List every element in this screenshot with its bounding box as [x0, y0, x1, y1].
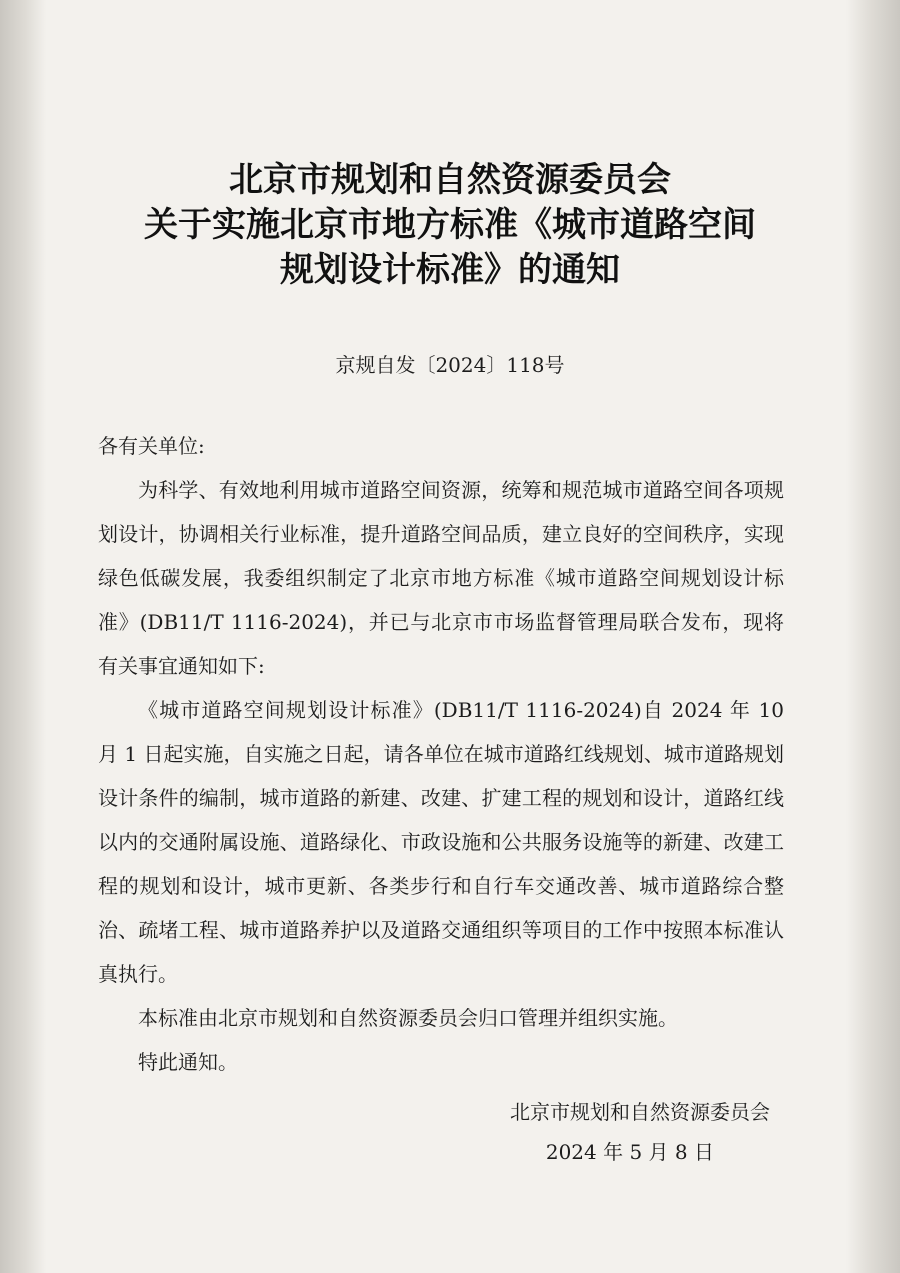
issue-date: 2024 年 5 月 8 日	[545, 1140, 714, 1164]
notice-title	[0, 158, 900, 293]
body-paragraph: 《城市道路空间规划设计标准》(DB11/T 1116-2024)自 2024 年 10 月 1 日起实施，自实施之日起，请各单位在城市道路红线规划、城市道路规划设计条件的编制，城市道路的新建、改建、扩建工程的规划和设计，道路红线以内的交通附属设施、道路绿化、市政设施和公共服务设施等的新建、改建工程的规划和设计，城市更新、各类步行和自行车交通改善、城市道路综合整治、疏堵工程、城市道路养护以及道路交通组织等项目的工作中按照本标准认真执行。	[98, 698, 784, 986]
body-paragraph: 本标准由北京市规划和自然资源委员会归口管理并组织实施。	[138, 1006, 678, 1030]
body-paragraph: 为科学、有效地利用城市道路空间资源，统筹和规范城市道路空间各项规划设计，协调相关行业标准，提升道路空间品质，建立良好的空间秩序，实现绿色低碳发展，我委组织制定了北京市地方标准《城市道路空间规划设计标准》(DB11/T 1116-2024)，并已与北京市市场监督管理局联合发布，现将有关事宜通知如下:	[98, 478, 784, 678]
title-line: 北京市规划和自然资源委员会	[229, 160, 671, 200]
closing-line: 特此通知。	[138, 1050, 238, 1074]
salutation: 各有关单位:	[98, 434, 205, 458]
issuing-organization: 北京市规划和自然资源委员会	[510, 1100, 770, 1124]
title-line: 规划设计标准》的通知	[280, 250, 620, 290]
signature-block	[510, 1092, 770, 1172]
notice-body	[98, 424, 784, 1084]
document-number: 京规自发〔2024〕118号	[335, 353, 565, 377]
title-line: 关于实施北京市地方标准《城市道路空间	[144, 205, 756, 245]
